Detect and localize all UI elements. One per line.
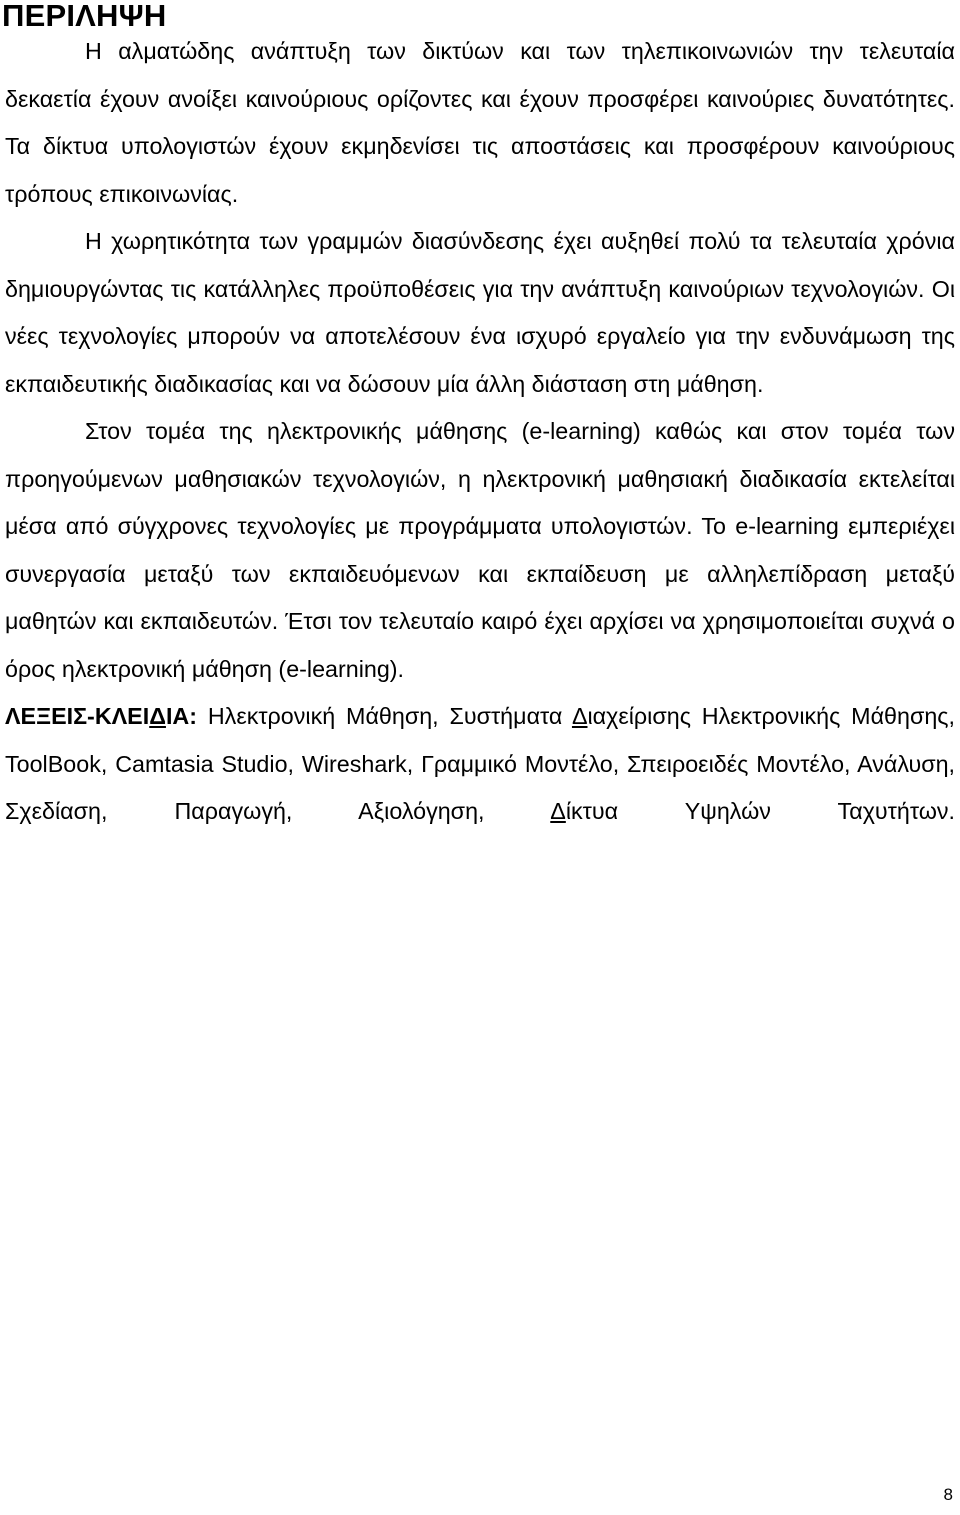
keywords-label	[5, 703, 197, 729]
page-number: 8	[943, 1485, 953, 1504]
paragraph: Η χωρητικότητα των γραμμών διασύνδεσης έχει αυξηθεί πολύ τα τελευταία χρόνια δημιουργώντας τις κατάλληλες προϋποθέσεις για την ανάπτυξη καινούριων τεχνολογιών. Οι νέες τεχνολογίες μπορούν να αποτελέσουν ένα ισχυρό εργαλείο για την ενδυνάμωση της εκπαιδευτικής διαδικασίας και να δώσουν μία άλλη διάσταση στη μάθηση.	[5, 228, 955, 397]
keywords-text-part: ιαχείρισης Ηλεκτρονικής Μάθησης, ToolBook, Camtasia Studio, Wireshark, Γραμμικό Μοντέλο, Σπειροειδές Μοντέλο, Ανάλυση, Σχεδίαση, Παραγωγή, Αξιολόγηση,	[5, 703, 955, 824]
keywords-text-part: ίκτυα Υψηλών Ταχυτήτων.	[565, 798, 955, 824]
keywords-label-underlined-letter: Δ	[149, 703, 166, 729]
keywords-label-part: ΙΑ:	[165, 703, 198, 729]
keywords-paragraph	[5, 693, 955, 836]
keywords-label-part: ΛΕΞΕΙΣ-ΚΛΕΙ	[5, 703, 150, 729]
keywords-text-part: Ηλεκτρονική Μάθηση, Συστήματα	[197, 703, 572, 729]
paragraph: Η αλματώδης ανάπτυξη των δικτύων και των τηλεπικοινωνιών την τελευταία δεκαετία έχουν ανοίξει καινούριους ορίζοντες και έχουν προσφέρει καινούριες δυνατότητες. Τα δίκτυα υπολογιστών έχουν εκμηδενίσει τις αποστάσεις και προσφέρουν καινούριους τρόπους επικοινωνίας.	[5, 38, 955, 207]
abstract-body	[5, 28, 955, 836]
page-title: ΠΕΡΙΛΗΨΗ	[2, 0, 167, 33]
paragraph: Στον τομέα της ηλεκτρονικής μάθησης (e-learning) καθώς και στον τομέα των προηγούμενων μαθησιακών τεχνολογιών, η ηλεκτρονική μαθησιακή διαδικασία εκτελείται μέσα από σύγχρονες τεχνολογίες με προγράμματα υπολογιστών. Το e-learning εμπεριέχει συνεργασία μεταξύ των εκπαιδευόμενων και εκπαίδευση με αλληλεπίδραση μεταξύ μαθητών και εκπαιδευτών. Έτσι τον τελευταίο καιρό έχει αρχίσει να χρησιμοποιείται συχνά ο όρος ηλεκτρονική μάθηση (e-learning).	[5, 418, 955, 682]
keywords-underlined-letter: Δ	[571, 703, 588, 729]
keywords-underlined-letter: Δ	[550, 798, 566, 824]
